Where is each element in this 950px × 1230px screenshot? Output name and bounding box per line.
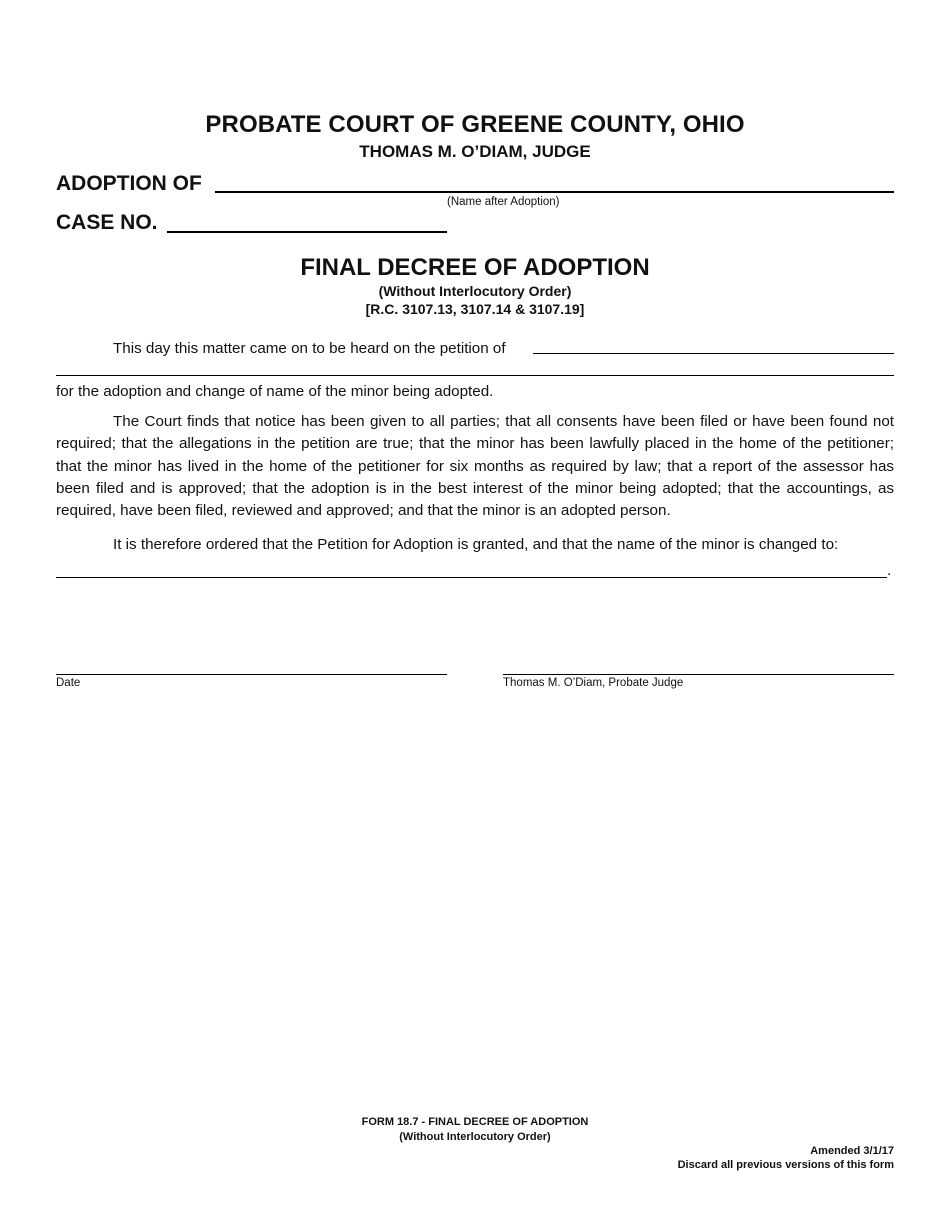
paragraph-petition-intro: This day this matter came on to be heard on the petition of [113, 340, 506, 357]
new-name-field[interactable] [56, 577, 887, 578]
petitioner-field[interactable] [533, 353, 894, 354]
judge-signature-label: Thomas M. O’Diam, Probate Judge [503, 677, 684, 689]
name-after-adoption-hint: (Name after Adoption) [447, 196, 560, 208]
date-field[interactable] [56, 674, 447, 675]
court-title: PROBATE COURT OF GREENE COUNTY, OHIO [205, 111, 745, 138]
document-title: FINAL DECREE OF ADOPTION [300, 254, 650, 281]
date-label: Date [56, 677, 81, 689]
paragraph-petition-end: for the adoption and change of name of the minor being adopted. [56, 383, 494, 400]
discard-notice: Discard all previous versions of this form [677, 1159, 894, 1171]
footer-form-name: FORM 18.7 - FINAL DECREE OF ADOPTION [361, 1116, 589, 1128]
paragraph-court-findings: The Court finds that notice has been given to all parties; that all consents have been filed or have been found not required; that the allegations in the petition are true; that the minor has been lawfully placed in the home of the petitioner; that the minor has lived in the home of the petitioner for six months as required by law; that a report of the assessor has been filed and is approved; that the adoption is in the best interest of the minor being adopted; that the accountings, as required, have been filed, reviewed and approved; and that the minor is an adopted person. [56, 413, 894, 520]
adoption-of-field[interactable] [215, 191, 894, 193]
judge-signature-field[interactable] [503, 674, 894, 675]
judge-title: THOMAS M. O’DIAM, JUDGE [359, 142, 591, 161]
footer-form-subtitle: (Without Interlocutory Order) [399, 1131, 551, 1143]
paragraph-order: It is therefore ordered that the Petition for Adoption is granted, and that the name of the minor is changed to: [113, 536, 839, 553]
case-no-field[interactable] [167, 231, 447, 233]
new-name-period: . [887, 562, 892, 579]
document-subtitle: (Without Interlocutory Order) [378, 283, 572, 299]
adoption-of-label: ADOPTION OF [56, 172, 202, 195]
statute-references: [R.C. 3107.13, 3107.14 & 3107.19] [365, 301, 585, 317]
amended-date: Amended 3/1/17 [810, 1145, 894, 1157]
petitioner-field-continued[interactable] [56, 375, 894, 376]
case-no-label: CASE NO. [56, 211, 158, 234]
